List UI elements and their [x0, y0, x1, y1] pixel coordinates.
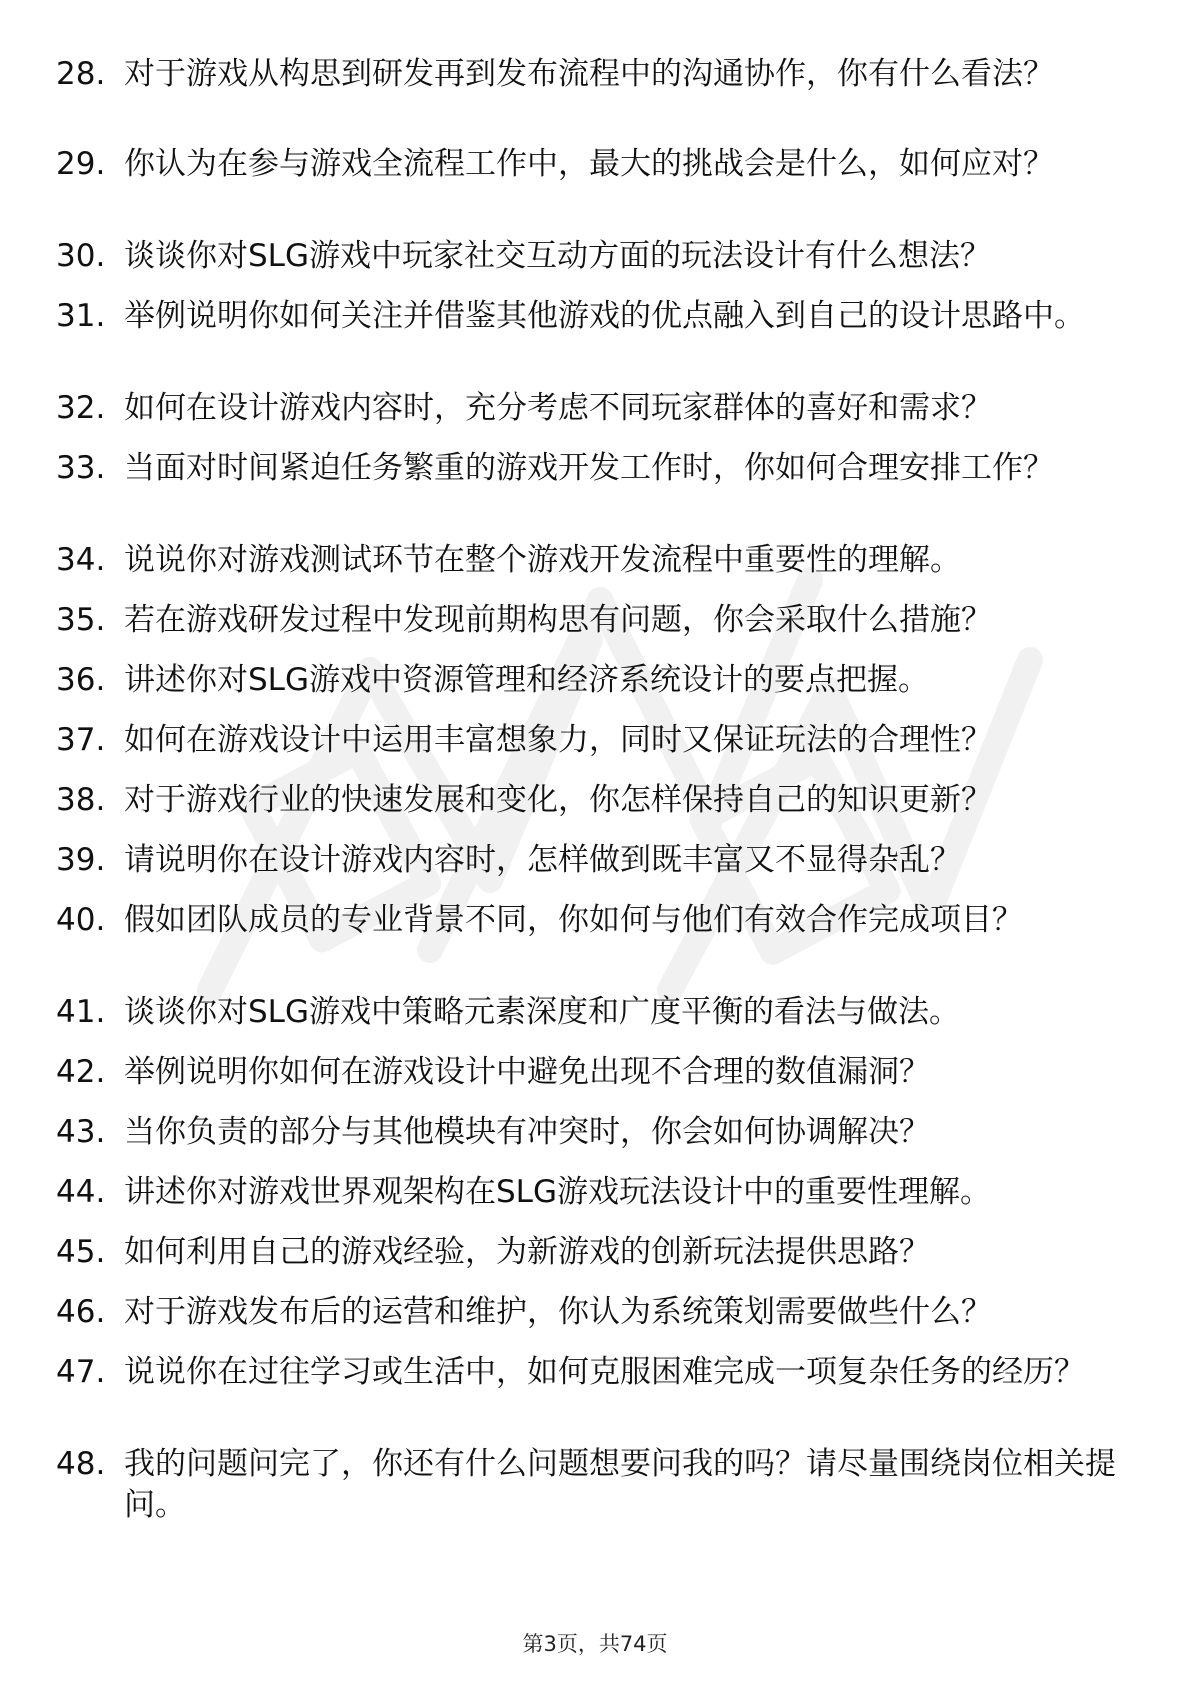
question-text: 讲述你对SLG游戏中资源管理和经济系统设计的要点把握。	[124, 662, 929, 698]
question-number: 48.	[56, 1446, 106, 1482]
question-number: 42.	[56, 1054, 106, 1090]
question-text: 对于游戏从构思到研发再到发布流程中的沟通协作，你有什么看法？	[124, 56, 1054, 92]
question-text: 说说你在过往学习或生活中，如何克服困难完成一项复杂任务的经历？	[124, 1354, 1085, 1390]
question-text: 若在游戏研发过程中发现前期构思有问题，你会采取什么措施？	[124, 602, 992, 638]
question-text: 当面对时间紧迫任务繁重的游戏开发工作时，你如何合理安排工作？	[124, 450, 1054, 486]
question-text: 如何利用自己的游戏经验，为新游戏的创新玩法提供思路？	[124, 1234, 930, 1270]
question-number: 46.	[56, 1294, 106, 1330]
question-text: 你认为在参与游戏全流程工作中，最大的挑战会是什么，如何应对？	[124, 146, 1054, 182]
question-text: 谈谈你对SLG游戏中策略元素深度和广度平衡的看法与做法。	[124, 994, 960, 1030]
question-text: 假如团队成员的专业背景不同，你如何与他们有效合作完成项目？	[124, 902, 1023, 938]
question-text: 说说你对游戏测试环节在整个游戏开发流程中重要性的理解。	[124, 542, 961, 578]
question-number: 47.	[56, 1354, 106, 1390]
question-number: 30.	[56, 238, 106, 274]
question-text: 对于游戏发布后的运营和维护，你认为系统策划需要做些什么？	[124, 1294, 992, 1330]
question-number: 45.	[56, 1234, 106, 1270]
question-text: 我的问题问完了，你还有什么问题想要问我的吗？请尽量围绕岗位相关提问。	[124, 1446, 1116, 1523]
question-number: 29.	[56, 146, 106, 182]
page-footer: 第3页，共74页	[522, 1632, 668, 1656]
question-text: 举例说明你如何在游戏设计中避免出现不合理的数值漏洞？	[124, 1054, 930, 1090]
question-number: 40.	[56, 902, 106, 938]
question-number: 28.	[56, 56, 106, 92]
question-text: 如何在设计游戏内容时，充分考虑不同玩家群体的喜好和需求？	[124, 390, 992, 426]
question-number: 39.	[56, 842, 106, 878]
question-number: 34.	[56, 542, 106, 578]
question-number: 43.	[56, 1114, 106, 1150]
question-text: 请说明你在设计游戏内容时，怎样做到既丰富又不显得杂乱？	[124, 842, 961, 878]
question-text: 讲述你对游戏世界观架构在SLG游戏玩法设计中的重要性理解。	[124, 1174, 991, 1210]
question-text: 举例说明你如何关注并借鉴其他游戏的优点融入到自己的设计思路中。	[124, 298, 1085, 334]
question-number: 35.	[56, 602, 106, 638]
question-number: 44.	[56, 1174, 106, 1210]
question-number: 32.	[56, 390, 106, 426]
question-text: 对于游戏行业的快速发展和变化，你怎样保持自己的知识更新？	[124, 782, 992, 818]
question-number: 38.	[56, 782, 106, 818]
question-number: 36.	[56, 662, 106, 698]
question-number: 31.	[56, 298, 106, 334]
question-number: 33.	[56, 450, 106, 486]
question-text: 当你负责的部分与其他模块有冲突时，你会如何协调解决？	[124, 1114, 930, 1150]
question-number: 37.	[56, 722, 106, 758]
question-text: 如何在游戏设计中运用丰富想象力，同时又保证玩法的合理性？	[124, 722, 992, 758]
question-number: 41.	[56, 994, 106, 1030]
question-text: 谈谈你对SLG游戏中玩家社交互动方面的玩法设计有什么想法？	[124, 238, 991, 274]
